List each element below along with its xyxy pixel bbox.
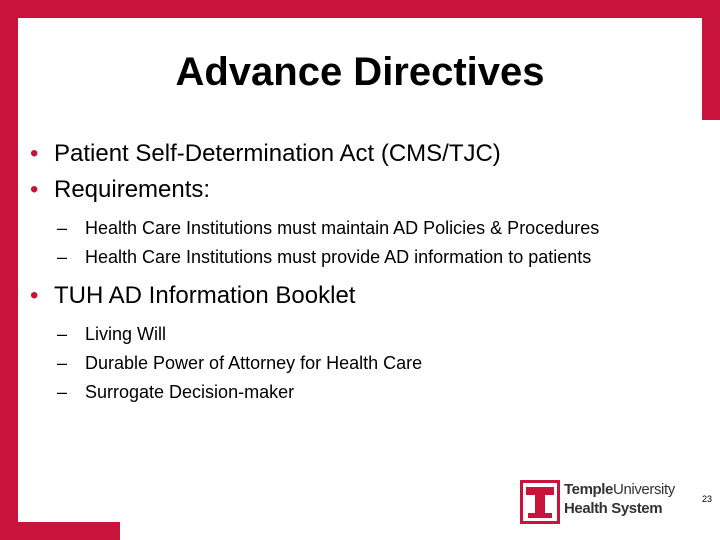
temple-t-logo-icon: [520, 480, 560, 524]
logo-line1-rest: University: [613, 481, 675, 498]
logo-wordmark: [564, 480, 674, 518]
bullet-text: TUH AD Information Booklet: [54, 282, 356, 309]
bullet-text: Requirements:: [54, 176, 211, 203]
dash-icon: –: [57, 382, 68, 402]
sub-bullet-text: Health Care Institutions must provide AD information to patients: [85, 247, 592, 267]
bullet-icon: •: [30, 282, 39, 309]
dash-icon: –: [57, 218, 68, 238]
sub-bullet-text: Durable Power of Attorney for Health Care: [85, 353, 423, 373]
page-number: 23: [701, 494, 712, 504]
bullet-list: [30, 136, 700, 407]
bullet-icon: •: [30, 176, 39, 203]
sub-bullet-item: [30, 349, 700, 378]
sub-bullet-text: Living Will: [85, 324, 167, 344]
logo-line2: Health System: [564, 500, 663, 517]
sub-bullet-item: [30, 243, 700, 272]
sub-bullet-text: Surrogate Decision-maker: [85, 382, 295, 402]
sub-bullet-item: [30, 214, 700, 243]
bullet-text: Patient Self-Determination Act (CMS/TJC): [54, 140, 501, 167]
temple-logo: [520, 480, 675, 524]
bullet-item: [30, 136, 700, 172]
sub-bullet-text: Health Care Institutions must maintain AD Policies & Procedures: [85, 218, 600, 238]
sub-bullet-item: [30, 378, 700, 407]
dash-icon: –: [57, 324, 68, 344]
sub-bullet-item: [30, 320, 700, 349]
logo-line1-bold: Temple: [564, 481, 614, 498]
bottom-border-accent: [0, 522, 120, 540]
slide-title: Advance Directives: [175, 50, 545, 94]
bullet-item: [30, 172, 700, 208]
dash-icon: –: [57, 247, 68, 267]
bullet-icon: •: [30, 140, 39, 167]
bullet-item: [30, 278, 700, 314]
top-border: [0, 0, 720, 18]
dash-icon: –: [57, 353, 68, 373]
